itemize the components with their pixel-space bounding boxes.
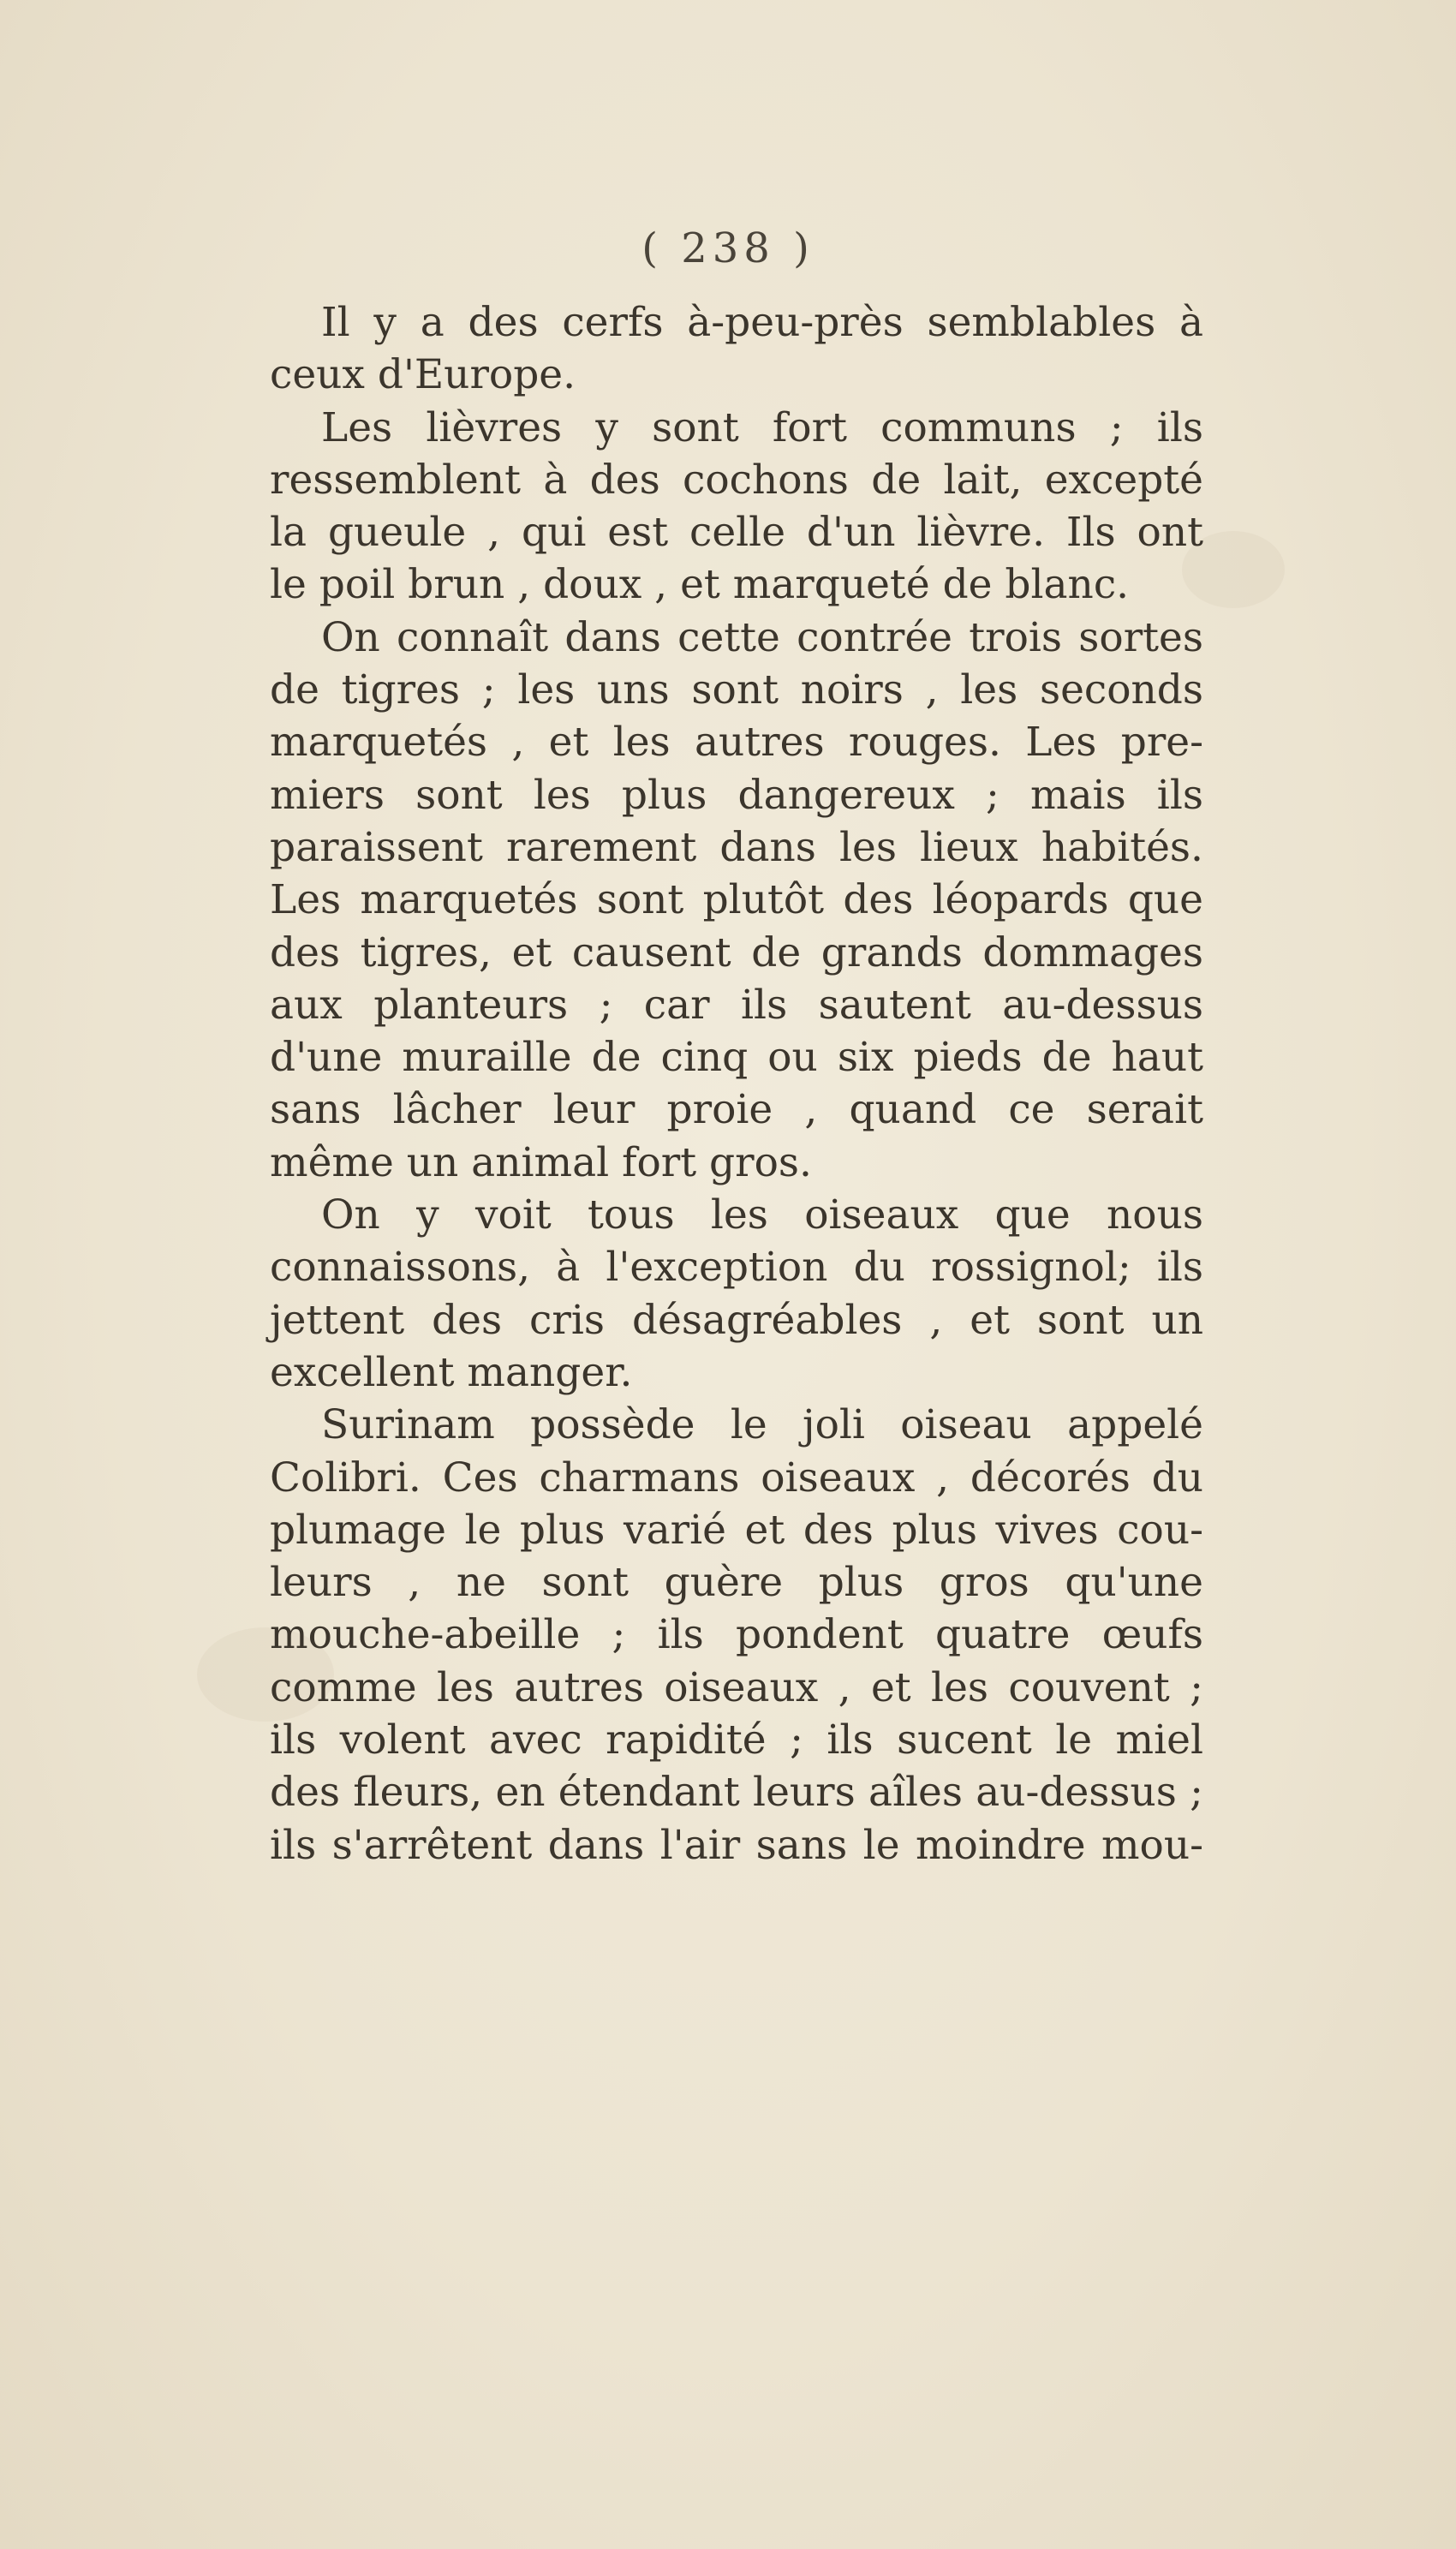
text-line: Colibri. Ces charmans oiseaux , décorés du [270, 1454, 1203, 1501]
page-number: ( 238 ) [641, 224, 815, 272]
text-line: Les marquetés sont plutôt des léopards que [270, 876, 1203, 924]
text-line: miers sont les plus dangereux ; mais ils [270, 771, 1203, 819]
text-line: de tigres ; les uns sont noirs , les seconds [270, 666, 1203, 714]
text-line: même un animal fort gros. [270, 1138, 812, 1186]
text-line: ceux d'Europe. [270, 351, 576, 399]
text-line: comme les autres oiseaux , et les couvent ; [270, 1663, 1203, 1711]
text-line: des tigres, et causent de grands dommages [270, 928, 1203, 976]
text-line: des fleurs, en étendant leurs aîles au-dessus ; [270, 1769, 1203, 1817]
text-line: connaissons, à l'exception du rossignol; ils [270, 1244, 1203, 1292]
text-line: sans lâcher leur proie , quand ce serait [270, 1086, 1203, 1134]
text-line: Surinam possède le joli oiseau appelé [321, 1401, 1203, 1449]
text-line: mouche-abeille ; ils pondent quatre œufs [270, 1611, 1203, 1659]
text-line: On y voit tous les oiseaux que nous [321, 1191, 1203, 1239]
text-line: paraissent rarement dans les lieux habités. [270, 823, 1203, 871]
text-line: le poil brun , doux , et marqueté de blanc. [270, 561, 1130, 609]
text-line: d'une muraille de cinq ou six pieds de haut [270, 1034, 1203, 1082]
text-line: marquetés , et les autres rouges. Les pre- [270, 719, 1203, 767]
text-line: Les lièvres y sont fort communs ; ils [321, 403, 1203, 451]
text-line: ils volent avec rapidité ; ils sucent le miel [270, 1716, 1203, 1764]
text-line: ils s'arrêtent dans l'air sans le moindre mou- [270, 1821, 1203, 1869]
body-text [270, 296, 1203, 1871]
text-line: Il y a des cerfs à-peu-près semblables à [321, 299, 1203, 346]
text-line: ressemblent à des cochons de lait, excepté [270, 456, 1203, 504]
text-line: jettent des cris désagréables , et sont un [270, 1296, 1203, 1344]
text-line: aux planteurs ; car ils sautent au-dessus [270, 981, 1203, 1029]
text-line: On connaît dans cette contrée trois sortes [321, 613, 1203, 661]
text-line: la gueule , qui est celle d'un lièvre. Ils ont [270, 509, 1203, 557]
text-line: excellent manger. [270, 1348, 633, 1396]
text-line: leurs , ne sont guère plus gros qu'une [270, 1559, 1203, 1607]
text-line: plumage le plus varié et des plus vives cou- [270, 1506, 1203, 1554]
